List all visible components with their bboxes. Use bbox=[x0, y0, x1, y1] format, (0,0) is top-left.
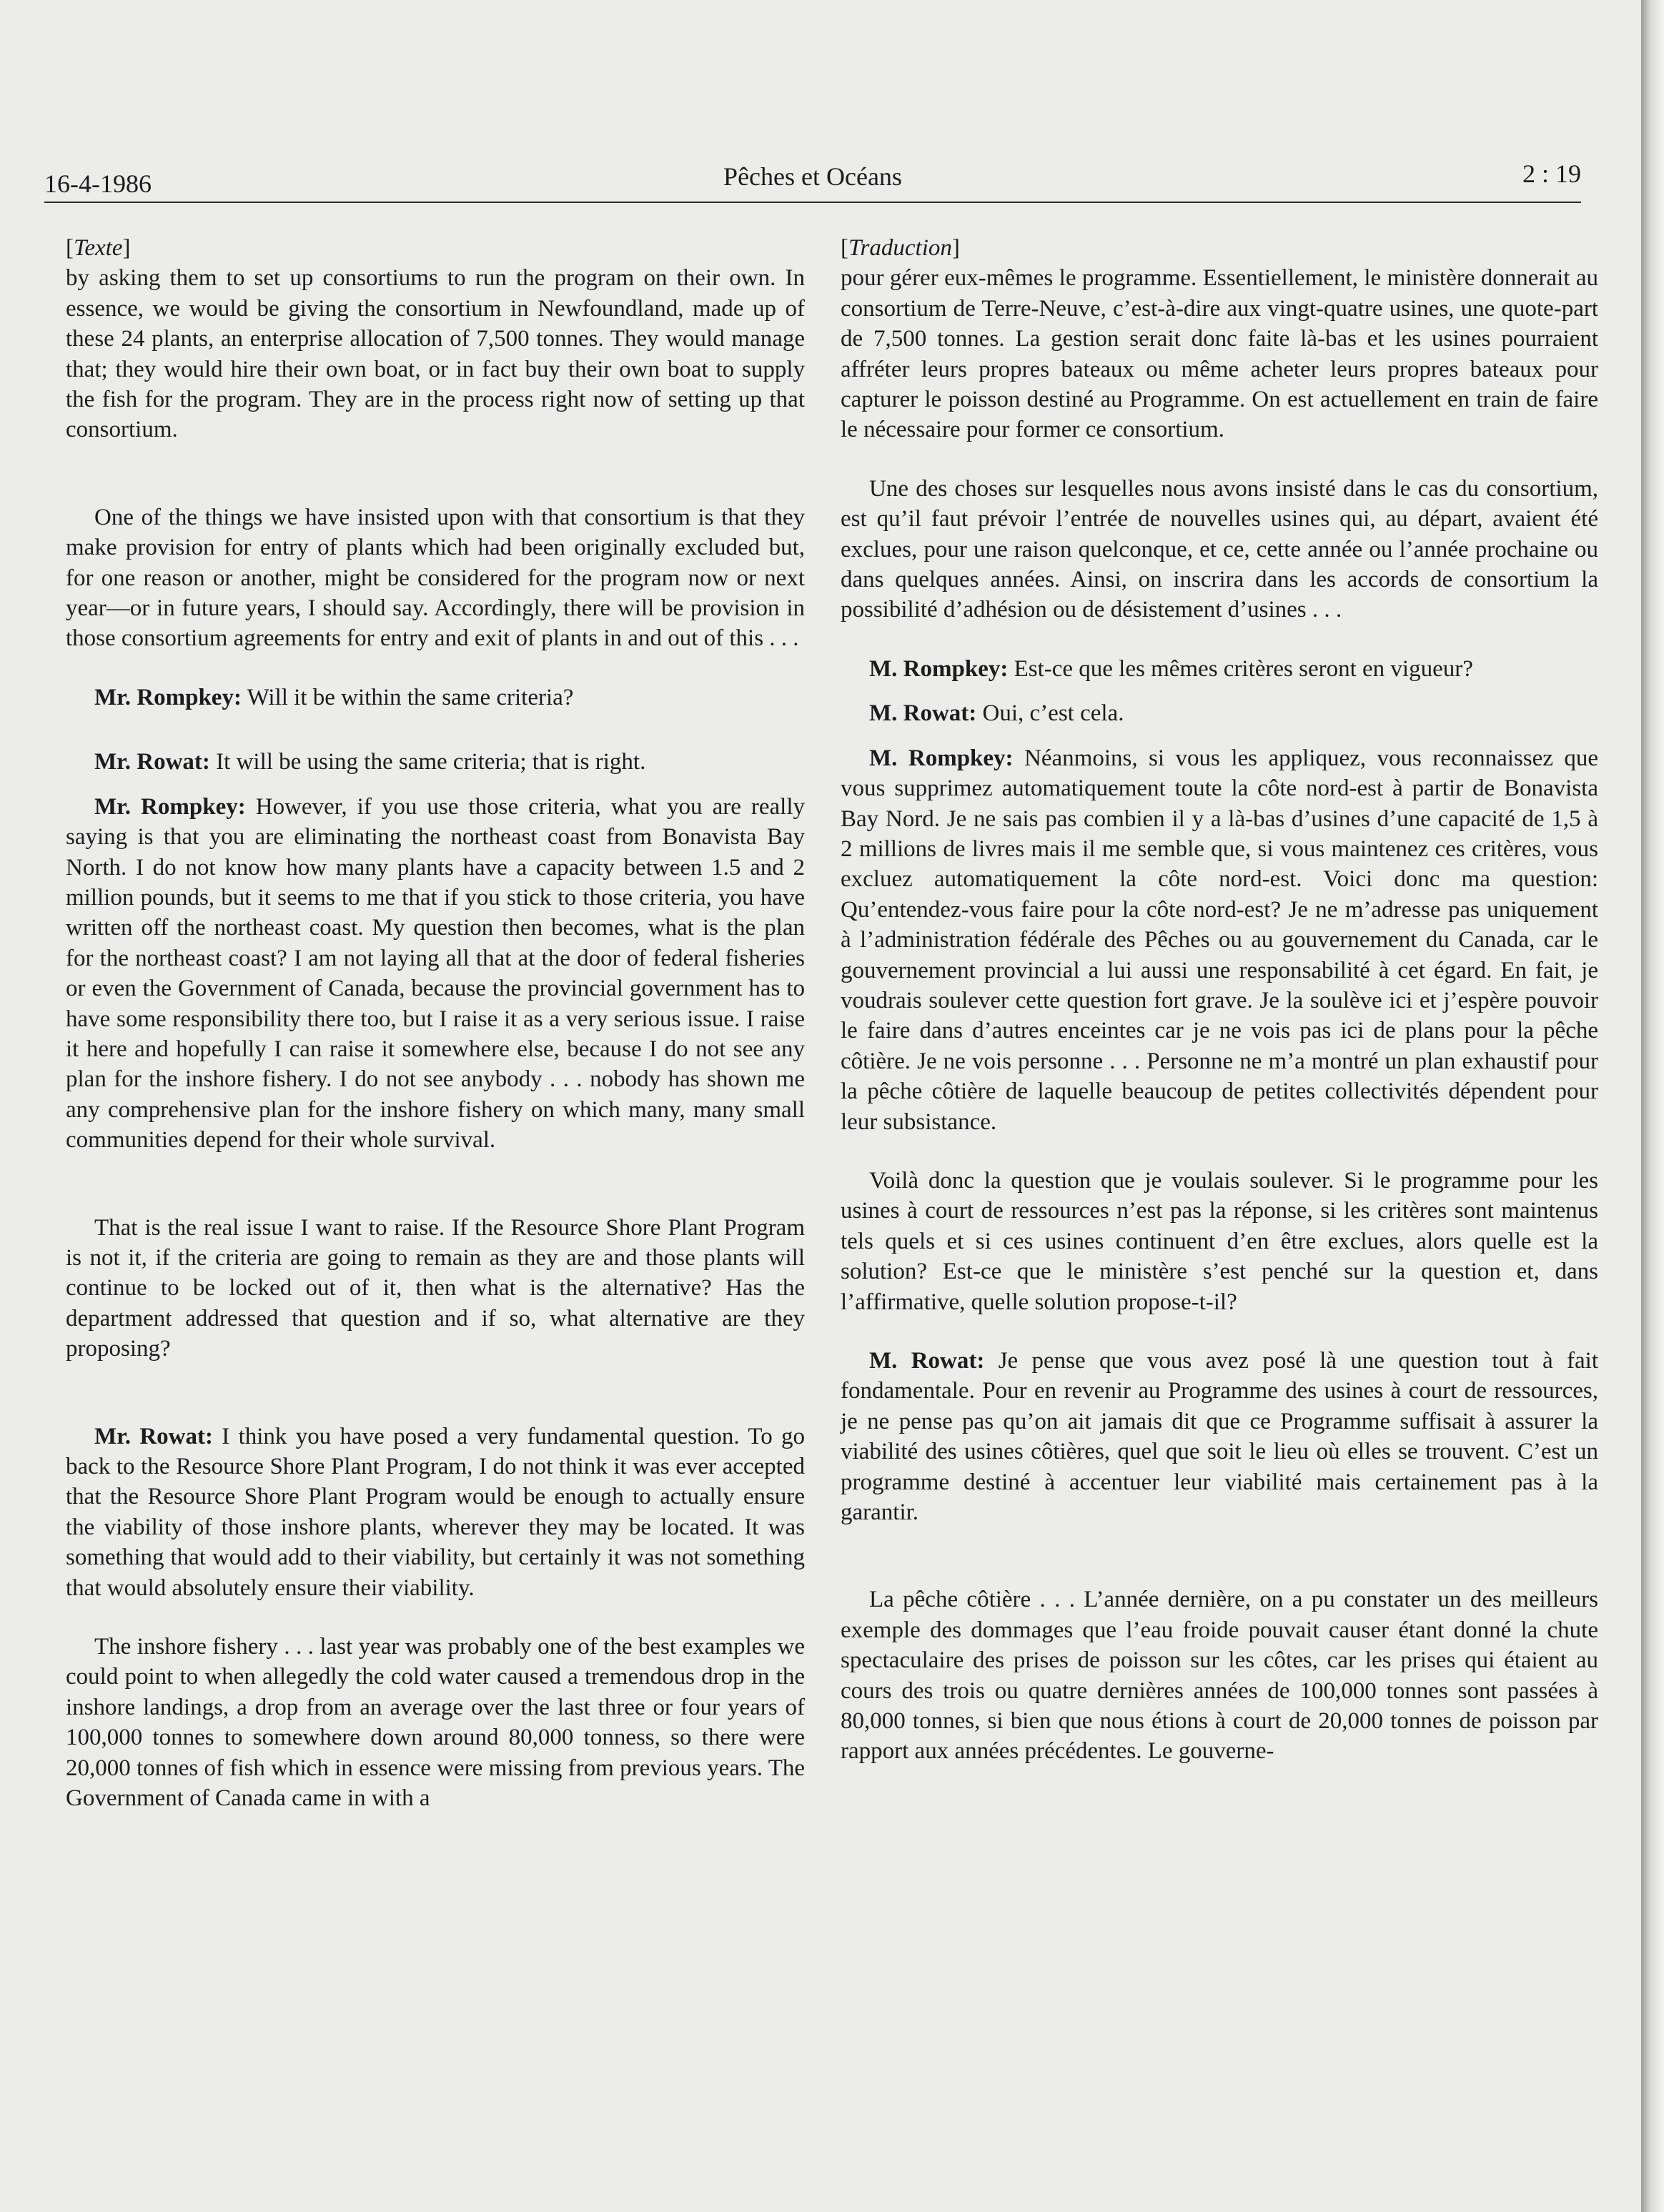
paragraph: La pêche côtière . . . L’année dernière, on a pu constater un des meilleurs exemple des dommages que l’eau froide pouvait causer étant donné la chute spectaculaire des prises de poisson sur les côtes, car les prises qui étaient au cours des trois ou quatre dernières années de 100,000 tonnes sont passées à 80,000 tonnes, si bien que nous étions à court de 20,000 tonnes de poisson par rapport aux années précédentes. Le gouverne- bbox=[841, 1587, 1598, 1765]
page-edge bbox=[1641, 0, 1664, 2212]
paragraph: Voilà donc la question que je voulais soulever. Si le programme pour les usines à court de ressources n’est pas la réponse, si les critères sont maintenus tels quels et si ces usines continuent d’en être exclues, alors quelle est la solution? Est-ce que le ministère s’est penché sur la question et, dans l’affirmative, quelle solution propose-t-il? bbox=[841, 1167, 1598, 1315]
speaker-name: Mr. Rowat: bbox=[94, 749, 210, 775]
paragraph: M. Rompkey: Est-ce que les mêmes critères seront en vigueur? bbox=[869, 655, 1473, 682]
paragraph: Une des choses sur lesquelles nous avons insisté dans le cas du consortium, est qu’il faut prévoir l’entrée de nouvelles usines qui, au départ, avaient été exclues, pour une raison quelconque, et ce, cette année ou l’année prochaine ou dans quelques années. Ainsi, on inscrira dans les accords de consortium la possibilité d’adhésion ou de désistement d’usines . . . bbox=[841, 475, 1598, 623]
english-column bbox=[66, 233, 805, 1842]
paragraph: Mr. Rompkey: Will it be within the same criteria? bbox=[94, 684, 574, 710]
paragraph: by asking them to set up consortiums to run the program on their own. In essence, we would be giving the consortium in Newfoundland, made up of these 24 plants, an enterprise allocation of 7,500 tonnes. They would manage that; they would hire their own boat, or in fact buy their own boat to supply the fish for the program. They are in the process right now of setting up that consortium. bbox=[66, 265, 805, 443]
speaker-name: Mr. Rompkey: bbox=[94, 684, 242, 710]
paragraph: Mr. Rompkey: However, if you use those criteria, what you are really saying is that you are eliminating the northeast coast from Bonavista Bay North. I do not know how many plants have a capacity between 1.5 and 2 million pounds, but it seems to me that if you stick to those criteria, you have written off the northeast coast. My question then becomes, what is the plan for the northeast coast? I am not laying all that at the door of federal fisheries or even the Government of Canada, because the provincial government has to have some responsibility there too, but I raise it as a very serious issue. I raise it here and hopefully I can raise it somewhere else, because I do not see any plan for the inshore fishery. I do not see anybody . . . nobody has shown me any comprehensive plan for the inshore fishery on which many, many small communities depend for their whole survival. bbox=[66, 793, 806, 1154]
speaker-name: M. Rompkey: bbox=[869, 745, 1014, 771]
header-rule bbox=[44, 202, 1581, 203]
column-label: [Traduction] bbox=[841, 235, 960, 261]
paragraph: Mr. Rowat: It will be using the same criteria; that is right. bbox=[94, 749, 646, 775]
french-column bbox=[841, 233, 1598, 1795]
paragraph: M. Rompkey: Néanmoins, si vous les appliquez, vous reconnaissez que vous supprimez automatiquement toute la côte nord-est à partir de Bonavista Bay Nord. Je ne sais pas combien il y a là-bas d’usines d’une capacité de 1,5 à 2 millions de livres mais il me semble que, si vous maintenez ces critères, vous excluez automatiquement la côte nord-est. Voici donc ma question: Qu’entendez-vous faire pour la côte nord-est? Je ne m’adresse pas uniquement à l’administration fédérale des Pêches ou au gouvernement du Canada, car le gouvernement provincial a lui aussi une responsabilité à cet égard. En fait, je voudrais soulever cette question fort grave. Je la soulève ici et j’espère pouvoir le faire dans d’autres enceintes car je ne vois pas ici de plans pour la pêche côtière. Je ne vois personne . . . Personne ne m’a montré un plan exhaustif pour la pêche côtière de laquelle beaucoup de petites collectivités dépendent pour leur subsistance. bbox=[841, 745, 1599, 1135]
paragraph: pour gérer eux-mêmes le programme. Essentiellement, le ministère donnerait au consortium de Terre-Neuve, c’est-à-dire aux vingt-quatre usines, une quote-part de 7,500 tonnes. La gestion serait donc faite là-bas et les usines pourraient affréter leurs propres bateaux ou même acheter leurs propres bateaux pour capturer le poisson destiné au Programme. On est actuellement en train de faire le nécessaire pour former ce consortium. bbox=[841, 265, 1598, 443]
paragraph: M. Rowat: Oui, c’est cela. bbox=[869, 700, 1124, 727]
header-title: Pêches et Océans bbox=[723, 162, 902, 191]
speaker-name: Mr. Rowat: bbox=[94, 1423, 213, 1449]
speaker-name: M. Rompkey: bbox=[869, 655, 1009, 682]
speaker-name: M. Rowat: bbox=[869, 700, 977, 727]
page-header bbox=[44, 159, 1581, 202]
paragraph: M. Rowat: Je pense que vous avez posé là une question tout à fait fondamentale. Pour en revenir au Programme des usines à court de ressources, je ne pense pas qu’on ait jamais dit que ce Programme suffisait à assurer la viabilité des usines côtières, quel que soit le lieu où elles se trouvent. C’est un programme destiné à accentuer leur viabilité mais certainement pas à la garantir. bbox=[841, 1348, 1598, 1526]
paragraph: Mr. Rowat: I think you have posed a very fundamental question. To go back to the Resource Shore Plant Program, I do not think it was ever accepted that the Resource Shore Plant Program would be enough to actually ensure the viability of those inshore plants, wherever they may be located. It was something that would add to their viability, but certainly it was not something that would absolutely ensure their viability. bbox=[66, 1423, 806, 1601]
speaker-name: M. Rowat: bbox=[869, 1348, 985, 1374]
paragraph: The inshore fishery . . . last year was probably one of the best examples we could point to when allegedly the cold water caused a tremendous drop in the inshore landings, a drop from an average over the last three or four years of 100,000 tonnes to somewhere down around 80,000 tonness, so there were 20,000 tonnes of fish which in essence were missing from previous years. The Government of Canada came in with a bbox=[66, 1634, 805, 1812]
paragraph: One of the things we have insisted upon with that consortium is that they make provision for entry of plants which had been originally excluded but, for one reason or another, might be considered for the program now or next year—or in future years, I should say. Accordingly, there will be provision in those consortium agreements for entry and exit of plants in and out of this . . . bbox=[66, 504, 805, 652]
paragraph: That is the real issue I want to raise. If the Resource Shore Plant Program is not it, if the criteria are going to remain as they are and those plants will continue to be locked out of it, then what is the alternative? Has the department addressed that question and if so, what alternative are they proposing? bbox=[66, 1214, 805, 1362]
speaker-name: Mr. Rompkey: bbox=[94, 793, 246, 820]
header-page-number: 2 : 19 bbox=[1522, 159, 1581, 188]
header-date: 16-4-1986 bbox=[44, 169, 152, 198]
column-label: [Texte] bbox=[66, 235, 131, 261]
